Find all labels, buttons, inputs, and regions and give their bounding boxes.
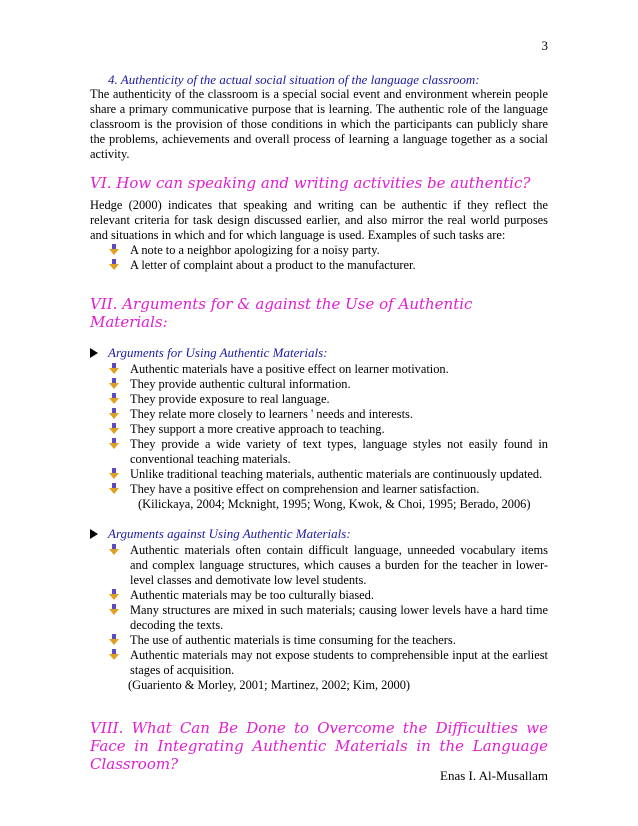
- arrow-bullet-icon: [90, 529, 98, 539]
- list-item: A letter of complaint about a product to the manufacturer.: [90, 258, 548, 273]
- down-arrow-bullet-icon: [108, 378, 120, 390]
- down-arrow-bullet-icon: [108, 259, 120, 271]
- section-4-heading: 4. Authenticity of the actual social situation of the language classroom:: [108, 72, 480, 87]
- list-item: They have a positive effect on comprehension and learner satisfaction.: [90, 482, 548, 497]
- author-footer: Enas I. Al-Musallam: [440, 768, 548, 783]
- list-item: Authentic materials often contain difficult language, unneeded vocabulary items and complex language structures, which causes a burden for the teacher in lower-level classes and demotivate low level students.: [90, 543, 548, 588]
- section-8-heading: VIII. What Can Be Done to Overcome the Difficulties we Face in Integrating Authentic Materials in the Language Classroom?: [90, 719, 548, 773]
- list-item: Unlike traditional teaching materials, authentic materials are continuously updated.: [90, 467, 548, 482]
- list-item: The use of authentic materials is time consuming for the teachers.: [90, 633, 548, 648]
- down-arrow-bullet-icon: [108, 483, 120, 495]
- down-arrow-bullet-icon: [108, 589, 120, 601]
- list-item: Authentic materials have a positive effect on learner motivation.: [90, 362, 548, 377]
- down-arrow-bullet-icon: [108, 634, 120, 646]
- arguments-for-heading: Arguments for Using Authentic Materials:: [90, 345, 548, 360]
- arguments-for-citation: (Kilickaya, 2004; Mcknight, 1995; Wong, Kwok, & Choi, 1995; Berado, 2006): [138, 497, 531, 511]
- list-item: They provide a wide variety of text types, language styles not easily found in conventional teaching materials.: [90, 437, 548, 467]
- down-arrow-bullet-icon: [108, 244, 120, 256]
- section-6-list: [90, 243, 548, 273]
- list-item: A note to a neighbor apologizing for a noisy party.: [90, 243, 548, 258]
- list-item: Many structures are mixed in such materials; causing lower levels have a hard time decoding the texts.: [90, 603, 548, 633]
- down-arrow-bullet-icon: [108, 363, 120, 375]
- down-arrow-bullet-icon: [108, 468, 120, 480]
- list-item: They support a more creative approach to teaching.: [90, 422, 548, 437]
- list-item: They relate more closely to learners ' needs and interests.: [90, 407, 548, 422]
- arguments-against-citation: (Guariento & Morley, 2001; Martinez, 2002; Kim, 2000): [128, 678, 411, 692]
- down-arrow-bullet-icon: [108, 408, 120, 420]
- arguments-against-list: [90, 543, 548, 678]
- list-item: Authentic materials may be too culturally biased.: [90, 588, 548, 603]
- arguments-against-heading: Arguments against Using Authentic Materials:: [90, 526, 548, 541]
- list-item: Authentic materials may not expose students to comprehensible input at the earliest stages of acquisition.: [90, 648, 548, 678]
- page-number: 3: [541, 38, 548, 53]
- down-arrow-bullet-icon: [108, 649, 120, 661]
- arguments-for-list: [90, 362, 548, 497]
- down-arrow-bullet-icon: [108, 544, 120, 556]
- section-6-paragraph: Hedge (2000) indicates that speaking and writing can be authentic if they reflect the relevant criteria for task design discussed earlier, and also mirror the real world purposes and situations in which and for which language is used. Examples of such tasks are:: [90, 198, 548, 242]
- list-item: They provide exposure to real language.: [90, 392, 548, 407]
- down-arrow-bullet-icon: [108, 423, 120, 435]
- arrow-bullet-icon: [90, 348, 98, 358]
- section-4-paragraph: The authenticity of the classroom is a special social event and environment wherein people share a primary communicative purpose that is learning. The authentic role of the language classroom is the provision of those conditions in which the participants can publicly share the problems, achievements and overall process of learning a language together as a social activity.: [90, 87, 548, 161]
- list-item: They provide authentic cultural information.: [90, 377, 548, 392]
- section-7-heading: VII. Arguments for & against the Use of Authentic Materials:: [90, 295, 473, 331]
- down-arrow-bullet-icon: [108, 604, 120, 616]
- section-6-heading: VI. How can speaking and writing activities be authentic?: [90, 174, 531, 192]
- document-body: [90, 72, 548, 779]
- down-arrow-bullet-icon: [108, 438, 120, 450]
- down-arrow-bullet-icon: [108, 393, 120, 405]
